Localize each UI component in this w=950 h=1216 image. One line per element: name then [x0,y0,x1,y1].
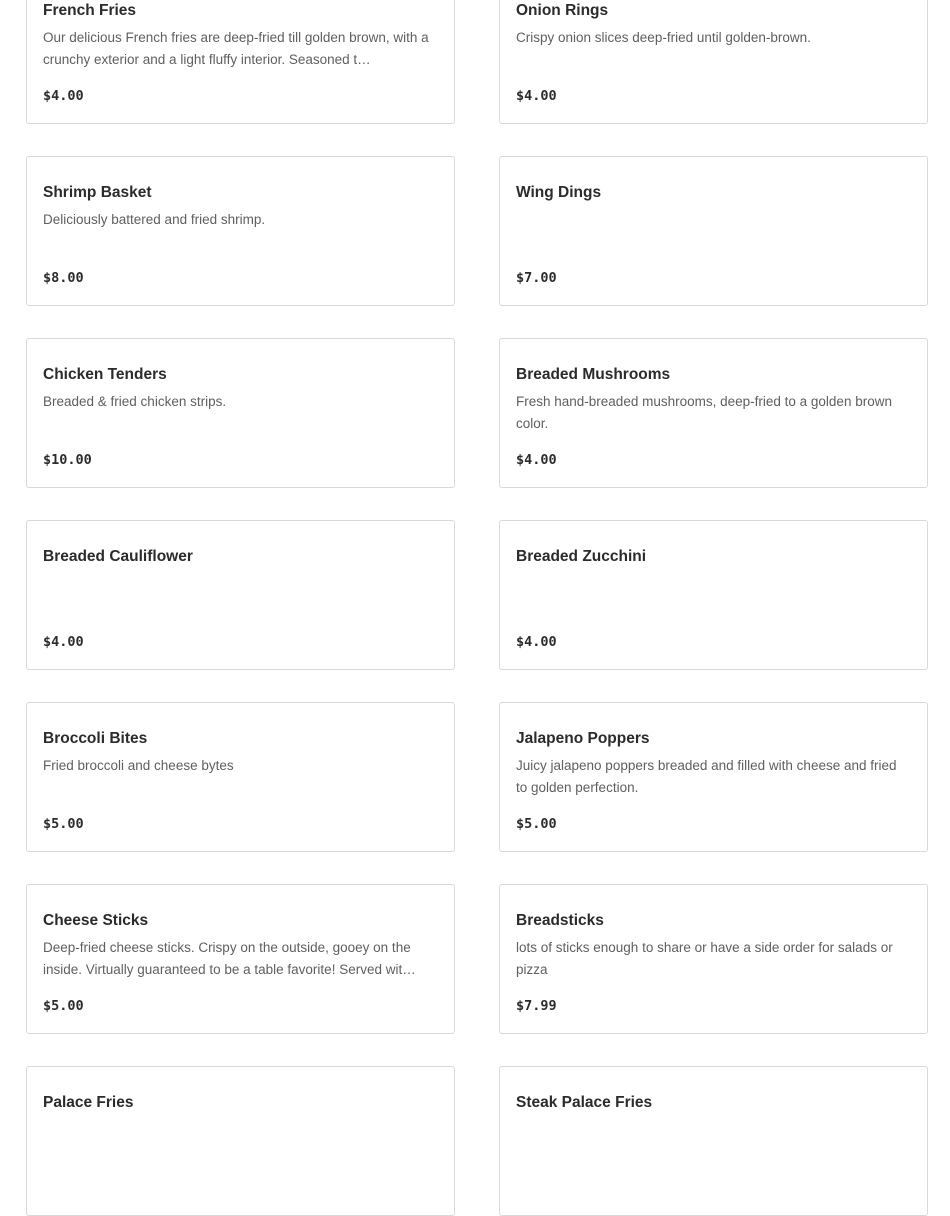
menu-item-price: $5.00 [43,816,84,832]
menu-item-price: $5.00 [43,998,84,1014]
menu-item-description: lots of sticks enough to share or have a side order for salads or pizza [516,940,893,977]
menu-item-price: $4.00 [43,88,84,104]
menu-item-price: $10.00 [43,452,92,468]
menu-item-name: Breaded Mushrooms [516,366,671,383]
menu-item-card[interactable] [499,1066,928,1216]
menu-item-card[interactable] [499,338,928,488]
menu-item-price: $7.00 [516,270,557,286]
menu-item-name: Breaded Zucchini [516,548,647,565]
menu-item-name: Onion Rings [516,2,609,19]
menu-item-name: Palace Fries [43,1094,134,1111]
menu-item-name: Chicken Tenders [43,366,167,383]
menu-item-card[interactable] [26,156,455,306]
menu-item-description: Our delicious French fries are deep-fried till golden brown, with a crunchy exterior and a light fluffy interior. Seasoned t… [43,30,429,67]
menu-item-name: Jalapeno Poppers [516,730,650,747]
menu-item-name: Broccoli Bites [43,730,148,747]
menu-item-name: Wing Dings [516,184,602,201]
menu-item-description: Deep-fried cheese sticks. Crispy on the outside, gooey on the inside. Virtually guaranteed to be a table favorite! Served wit… [43,940,416,977]
menu-item-card[interactable] [26,702,455,852]
menu-item-description: Deliciously battered and fried shrimp. [43,212,266,227]
menu-item-description: Fresh hand-breaded mushrooms, deep-fried to a golden brown color. [516,394,892,431]
menu-item-card[interactable] [499,702,928,852]
menu-item-name: Breadsticks [516,912,604,929]
menu-item-card[interactable] [26,1066,455,1216]
menu-item-description: Breaded & fried chicken strips. [43,394,227,409]
menu-item-name: Cheese Sticks [43,912,149,929]
menu-item-card[interactable] [26,520,455,670]
menu-item-grid [26,0,928,1216]
menu-item-price: $4.00 [516,88,557,104]
menu-item-name: French Fries [43,2,137,19]
menu-item-card[interactable] [26,0,455,124]
menu-item-price: $5.00 [516,816,557,832]
menu-item-card[interactable] [26,338,455,488]
menu-item-description: Fried broccoli and cheese bytes [43,758,234,773]
menu-item-price: $8.00 [43,270,84,286]
menu-item-price: $7.99 [516,998,557,1014]
menu-item-card[interactable] [499,0,928,124]
menu-item-card[interactable] [499,884,928,1034]
menu-item-name: Breaded Cauliflower [43,548,193,565]
menu-item-price: $4.00 [516,452,557,468]
menu-item-name: Shrimp Basket [43,184,152,201]
menu-item-description: Crispy onion slices deep-fried until golden-brown. [516,30,811,45]
menu-item-card[interactable] [499,520,928,670]
menu-item-price: $4.00 [43,634,84,650]
menu-item-card[interactable] [26,884,455,1034]
menu-item-description: Juicy jalapeno poppers breaded and filled with cheese and fried to golden perfection. [516,758,897,795]
menu-item-card[interactable] [499,156,928,306]
menu-item-name: Steak Palace Fries [516,1094,653,1111]
menu-item-price: $4.00 [516,634,557,650]
